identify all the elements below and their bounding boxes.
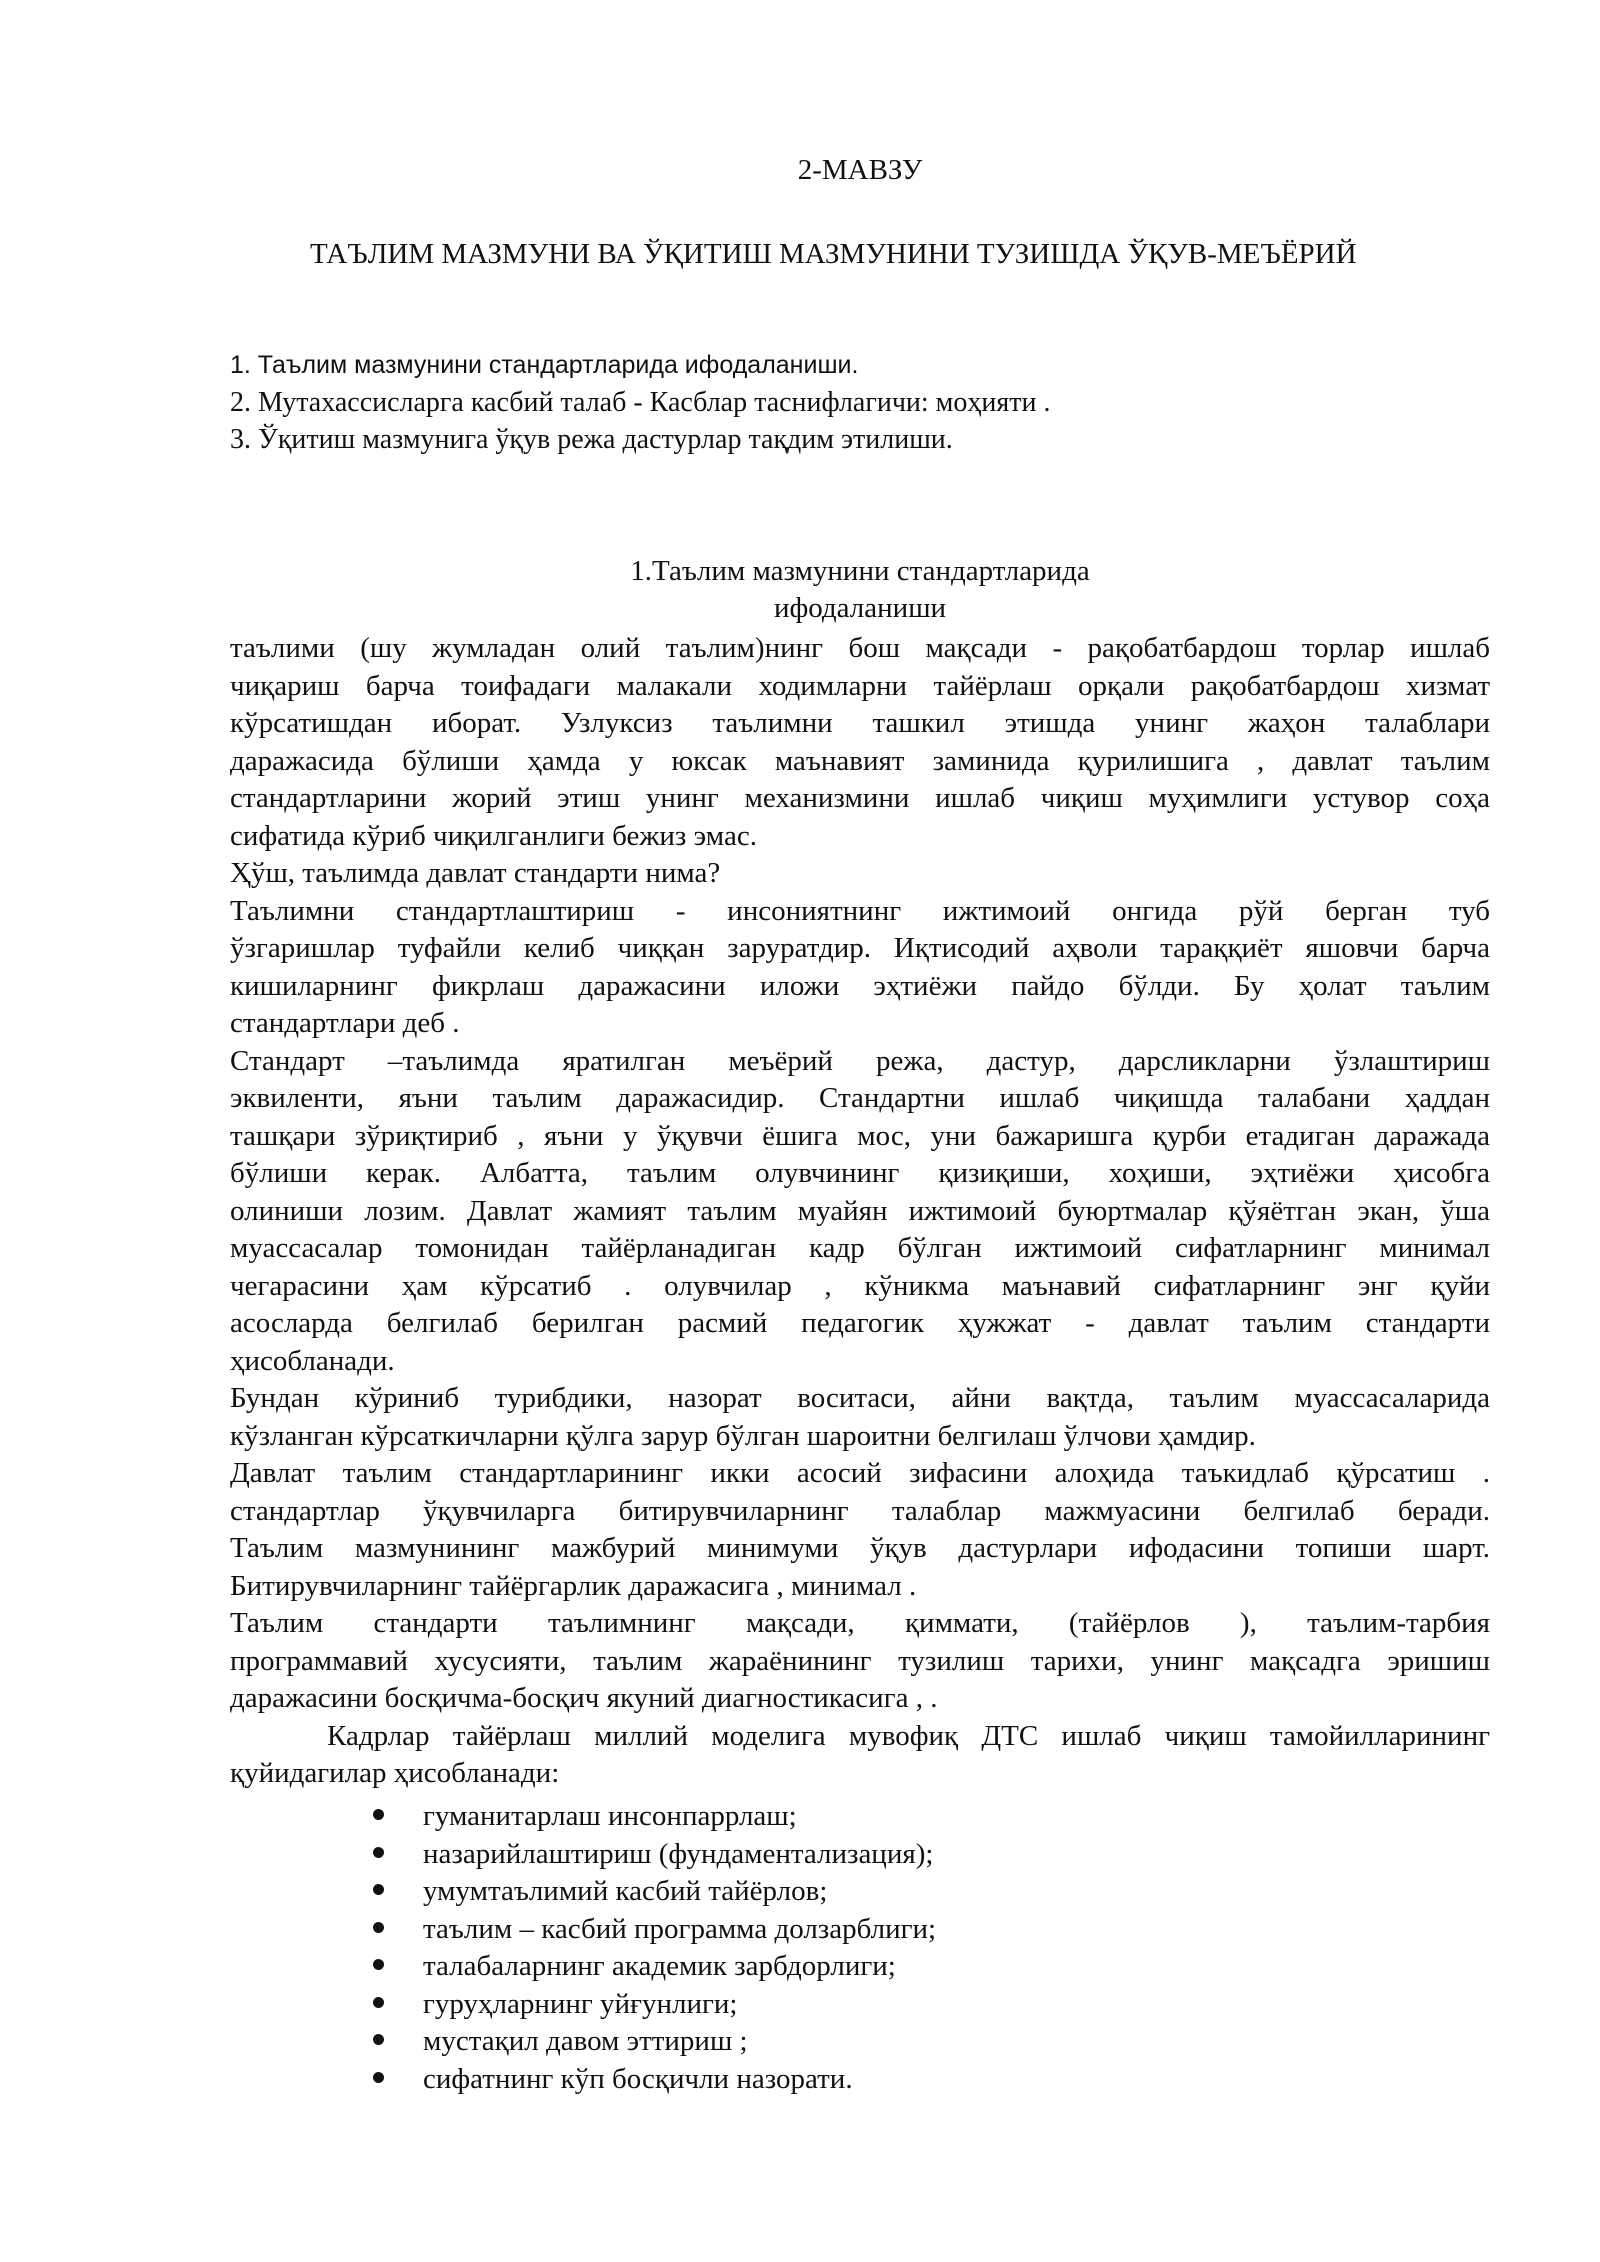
plan-item: 2. Мутахассисларга касбий талаб - Касблар таснифлагичи: моҳияти . xyxy=(230,387,1051,418)
bullet-text: гуманитарлаш инсонпаррлаш; xyxy=(423,1800,797,1832)
text-line: таълими (шу жумладан олий таълим)нинг бош мақсади - рақобатбардош торлар ишлаб xyxy=(230,632,1490,664)
plan-item: 3. Ўқитиш мазмунига ўқув режа дастурлар тақдим этилиши. xyxy=(230,424,953,455)
text-line: стандартлар ўқувчиларга битирувчиларнинг талаблар мажмуасини белгилаб беради. xyxy=(230,1494,1490,1527)
text-line: сифатида кўриб чиқилганлиги бежиз эмас. xyxy=(230,819,757,852)
bullet-item xyxy=(230,1986,1490,2024)
bullet-dot-icon xyxy=(373,1809,384,1820)
text-line: Стандарт –таълимда яратилган меъёрий режа, дастур, дарсликларни ўзлаштириш xyxy=(230,1044,1490,1077)
text-line: Давлат таълим стандартларининг икки асосий зифасини алоҳида таъкидлаб қўрсатиш . xyxy=(230,1457,1490,1489)
text-line: кўзланган кўрсаткичларни қўлга зарур бўлган шароитни белгилаш ўлчови ҳамдир. xyxy=(230,1419,1256,1452)
text-line: программавий хусусияти, таълим жараёнининг тузилиш тарихи, унинг мақсадга эришиш xyxy=(230,1644,1490,1677)
section-heading-line: 1.Таълим мазмунини стандартларида xyxy=(630,555,1090,587)
bullet-text: таълим – касбий программа долзарблиги; xyxy=(423,1912,937,1945)
bullet-dot-icon xyxy=(373,2072,384,2083)
text-line: Ҳўш, таълимда давлат стандарти нима? xyxy=(230,857,721,889)
body-text xyxy=(230,630,1490,1793)
text-line: Бундан кўриниб турибдики, назорат воситаси, айни вақтда, таълим муассасаларида xyxy=(230,1382,1490,1414)
text-line: кўрсатишдан иборат. Узлуксиз таълимни ташкил этишда унинг жаҳон талаблари xyxy=(230,707,1490,739)
document-title: ТАЪЛИМ МАЗМУНИ ВА ЎҚИТИШ МАЗМУНИНИ ТУЗИШДА ЎҚУВ-МЕЪЁРИЙ xyxy=(310,238,1357,270)
text-line: Битирувчиларнинг тайёргарлик даражасига , минимал . xyxy=(230,1569,917,1602)
text-line: асосларда белгилаб берилган расмий педагогик ҳужжат - давлат таълим стандарти xyxy=(230,1307,1490,1339)
bullet-dot-icon xyxy=(373,1884,384,1895)
section-heading xyxy=(230,553,1490,627)
text-line: даражасини босқичма-босқич якуний диагностикасига , . xyxy=(230,1682,938,1714)
bullet-text: назарийлаштириш (фундаментализация); xyxy=(423,1837,934,1870)
bullet-dot-icon xyxy=(373,1959,384,1970)
bullet-dot-icon xyxy=(373,1922,384,1933)
principles-bullet-list xyxy=(230,1798,1490,2098)
bullet-item xyxy=(230,1948,1490,1986)
text-line: кишиларнинг фикрлаш даражасини иложи эҳтиёжи пайдо бўлди. Бу ҳолат таълим xyxy=(230,969,1490,1002)
text-line: ташқари зўриқтириб , яъни у ўқувчи ёшига мос, уни бажаришга қурби етадиган даражада xyxy=(230,1119,1490,1152)
text-line: бўлиши керак. Албатта, таълим олувчининг қизиқиши, хоҳиши, эҳтиёжи ҳисобга xyxy=(230,1157,1490,1189)
bullet-item xyxy=(230,1911,1490,1949)
text-line: даражасида бўлиши ҳамда у юксак маънавият заминида қурилишига , давлат таълим xyxy=(230,744,1490,777)
text-line: муассасалар томонидан тайёрланадиган кадр бўлган ижтимоий сифатларнинг минимал xyxy=(230,1232,1490,1264)
bullet-text: мустақил давом эттириш ; xyxy=(423,2025,748,2057)
bullet-item xyxy=(230,2061,1490,2099)
text-line: ҳисобланади. xyxy=(230,1344,395,1377)
text-line: чиқариш барча тоифадаги малакали ходимларни тайёрлаш орқали рақобатбардош хизмат xyxy=(230,669,1490,702)
topic-plan-list xyxy=(230,347,1490,458)
bullet-item xyxy=(230,1836,1490,1874)
bullet-dot-icon xyxy=(373,1847,384,1858)
text-line: Таълим мазмунининг мажбурий минимуми ўқув дастурлари ифодасини топиши шарт. xyxy=(230,1532,1490,1564)
text-line: чегарасини ҳам кўрсатиб . олувчилар , кўникма маънавий сифатларнинг энг қуйи xyxy=(230,1269,1490,1302)
bullet-text: талабаларнинг академик зарбдорлиги; xyxy=(423,1950,896,1982)
text-line: ўзгаришлар туфайли келиб чиққан заруратдир. Иқтисодий аҳволи тараққиёт яшовчи барча xyxy=(230,932,1490,964)
bullet-text: сифатнинг кўп босқичли назорати. xyxy=(423,2062,853,2095)
bullet-item xyxy=(230,1798,1490,1836)
text-line: эквиленти, яъни таълим даражасидир. Стандартни ишлаб чиқишда талабани ҳаддан xyxy=(230,1082,1490,1114)
text-line: қуйидагилар ҳисобланади: xyxy=(230,1757,560,1789)
text-line: стандартларини жорий этиш унинг механизмини ишлаб чиқиш муҳимлиги устувор соҳа xyxy=(230,782,1490,814)
bullet-item xyxy=(230,2023,1490,2061)
bullet-item xyxy=(230,1873,1490,1911)
bullet-text: гуруҳларнинг уйғунлиги; xyxy=(423,1987,738,2020)
text-line: Таълимни стандартлаштириш - инсониятнинг ижтимоий онгида рўй берган туб xyxy=(230,894,1490,927)
text-line: Таълим стандарти таълимнинг мақсади, қиммати, (тайёрлов ), таълим-тарбия xyxy=(230,1607,1490,1639)
bullet-text: умумтаълимий касбий тайёрлов; xyxy=(423,1875,828,1907)
plan-item: 1. Таълим мазмунини стандартларида ифодаланиши. xyxy=(230,351,859,379)
text-line: Кадрлар тайёрлаш миллий моделига мувофиқ ДТС ишлаб чиқиш тамойилларининг xyxy=(327,1719,1490,1752)
text-line: стандартлари деб . xyxy=(230,1007,460,1039)
section-heading-line: ифодаланиши xyxy=(773,592,947,624)
bullet-dot-icon xyxy=(373,2034,384,2045)
text-line: олиниши лозим. Давлат жамият таълим муайян ижтимоий буюртмалар қўяётган экан, ўша xyxy=(230,1194,1490,1227)
topic-number: 2-МАВЗУ xyxy=(797,154,923,186)
bullet-dot-icon xyxy=(373,1997,384,2008)
